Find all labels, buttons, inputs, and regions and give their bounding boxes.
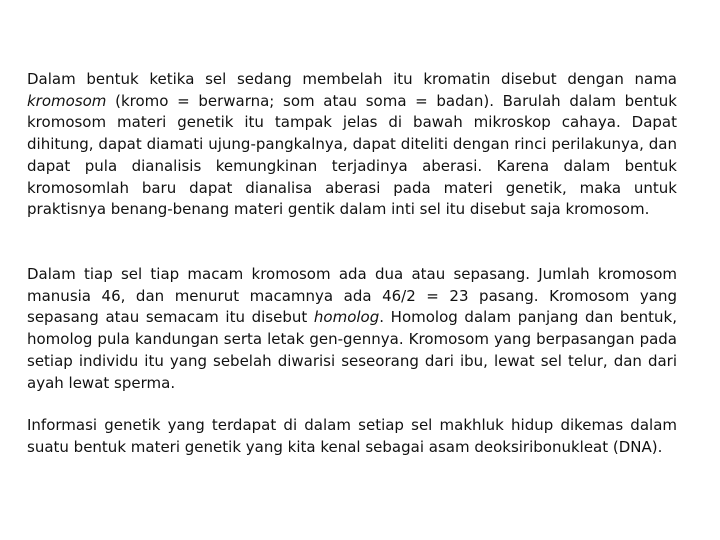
paragraph-text: Dalam bentuk ketika sel sedang membelah itu kromatin disebut dengan nama	[27, 70, 677, 88]
term-kromosom: kromosom	[27, 91, 107, 110]
paragraph-text: Dalam tiap sel tiap macam kromosom ada dua atau sepasang. Jumlah kromosom manusia 46, dan menurut macamnya ada 46/2 = 23 pasang. Kromosom yang sepasang atau semacam itu disebut	[27, 265, 677, 327]
term-homolog: homolog	[313, 308, 380, 327]
paragraph-text: Informasi genetik yang terdapat di dalam setiap sel makhluk hidup dikemas dalam suatu bentuk materi genetik yang kita kenal sebagai asam deoksiribonukleat (DNA).	[27, 416, 677, 456]
paragraph-text: (kromo = berwarna; som atau soma = badan). Barulah dalam bentuk kromosom materi genetik itu tampak jelas di bawah mikroskop cahaya. Dapat dihitung, dapat diamati ujung-pangkalnya, dapat diteliti dengan rinci perilakunya, dan dapat pula dianalisis kemungkinan terjadinya aberasi. Karena dalam bentuk kromosomlah baru dapat dianalisa aberasi pada materi genetik, maka untuk praktisnya benang-benang materi gentik dalam inti sel itu disebut saja kromosom.	[27, 91, 677, 219]
paragraph-dna	[27, 415, 677, 458]
paragraph-homolog	[27, 264, 677, 394]
paragraph-text: . Homolog dalam panjang dan bentuk, homolog pula kandungan serta letak gen-gennya. Kromosom yang berpasangan pada setiap individu itu yang sebelah diwarisi seseorang dari ibu, lewat sel telur, dan dari ayah lewat sperma.	[27, 308, 677, 392]
paragraph-kromosom	[27, 69, 677, 221]
